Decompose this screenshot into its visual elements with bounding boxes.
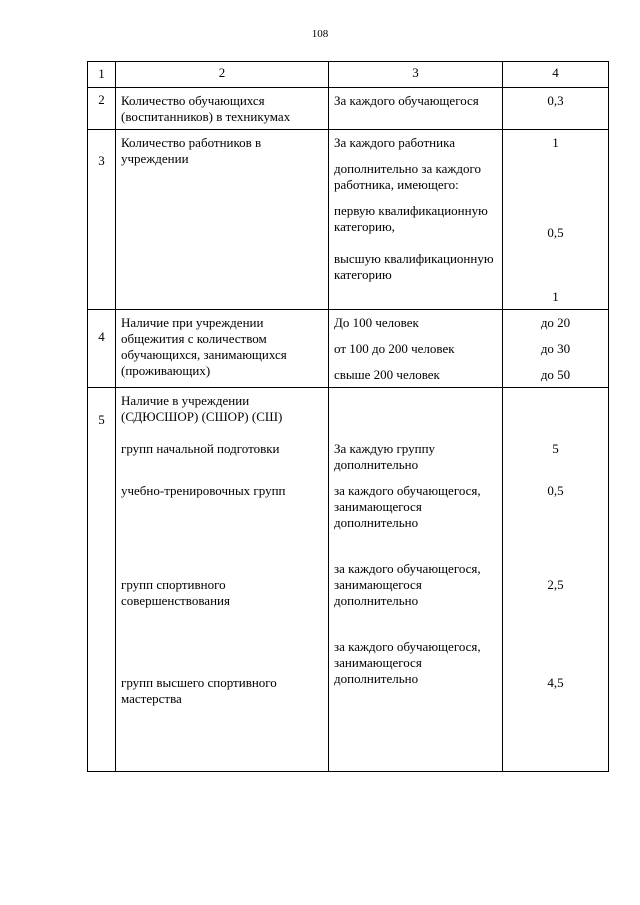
subgroup-text: групп спортивного совершенствования bbox=[121, 577, 230, 608]
points-value: 2,5 bbox=[547, 577, 564, 592]
points-value: 1 bbox=[552, 289, 559, 304]
points-cell bbox=[503, 130, 609, 310]
indicator-cell: Количество работников в учреждении bbox=[116, 130, 329, 310]
indicator-cell: Наличие при учреждении общежития с количеством обучающихся, занимающихся (проживающих) bbox=[116, 310, 329, 388]
header-col-2: 2 bbox=[116, 62, 329, 88]
points-value: до 30 bbox=[540, 341, 571, 356]
condition-text: До 100 человек bbox=[334, 315, 419, 330]
condition-cell bbox=[329, 310, 503, 388]
header-col-4: 4 bbox=[503, 62, 609, 88]
row-number: 4 bbox=[88, 310, 116, 388]
page-number: 108 bbox=[311, 28, 329, 40]
condition-text: за каждого обучающегося, занимающегося дополнительно bbox=[334, 561, 481, 608]
condition-cell bbox=[329, 130, 503, 310]
points-cell bbox=[503, 310, 609, 388]
indicator-cell bbox=[116, 388, 329, 772]
condition-text: свыше 200 человек bbox=[334, 367, 440, 382]
row-number: 3 bbox=[88, 130, 116, 310]
indicator-text: Наличие в учреждении (СДЮСШОР) (СШОР) (СШ) bbox=[121, 393, 283, 424]
subgroup-text: учебно-тренировочных групп bbox=[121, 483, 286, 498]
header-col-3: 3 bbox=[329, 62, 503, 88]
row-number: 2 bbox=[88, 88, 116, 130]
points-table bbox=[87, 61, 609, 772]
points-value: до 50 bbox=[540, 367, 571, 382]
header-col-1: 1 bbox=[88, 62, 116, 88]
points-value: 5 bbox=[552, 441, 559, 456]
points-cell bbox=[503, 388, 609, 772]
condition-text: дополнительно за каждого работника, имеющего: bbox=[334, 161, 482, 192]
condition-text: первую квалификационную категорию, bbox=[334, 203, 488, 234]
row-number: 5 bbox=[88, 388, 116, 772]
table-row bbox=[88, 310, 609, 388]
condition-text: высшую квалификационную категорию bbox=[334, 251, 494, 282]
points-value: 1 bbox=[552, 135, 559, 150]
condition-text: от 100 до 200 человек bbox=[334, 341, 455, 356]
subgroup-text: групп начальной подготовки bbox=[121, 441, 280, 456]
table-row bbox=[88, 130, 609, 310]
table-row bbox=[88, 388, 609, 772]
points-cell: 0,3 bbox=[503, 88, 609, 130]
condition-text: За каждую группу дополнительно bbox=[334, 441, 436, 472]
table-header-row bbox=[88, 62, 609, 88]
condition-text: за каждого обучающегося, занимающегося дополнительно bbox=[334, 483, 481, 530]
condition-cell: За каждого обучающегося bbox=[329, 88, 503, 130]
condition-text: За каждого работника bbox=[334, 135, 455, 150]
subgroup-text: групп высшего спортивного мастерства bbox=[121, 675, 277, 706]
indicator-cell: Количество обучающихся (воспитанников) в техникумах bbox=[116, 88, 329, 130]
condition-cell bbox=[329, 388, 503, 772]
points-value: 4,5 bbox=[547, 675, 564, 690]
table-row bbox=[88, 88, 609, 130]
points-value: 0,5 bbox=[547, 483, 564, 498]
condition-text: за каждого обучающегося, занимающегося дополнительно bbox=[334, 639, 481, 686]
points-value: 0,5 bbox=[547, 225, 564, 240]
points-value: до 20 bbox=[540, 315, 571, 330]
